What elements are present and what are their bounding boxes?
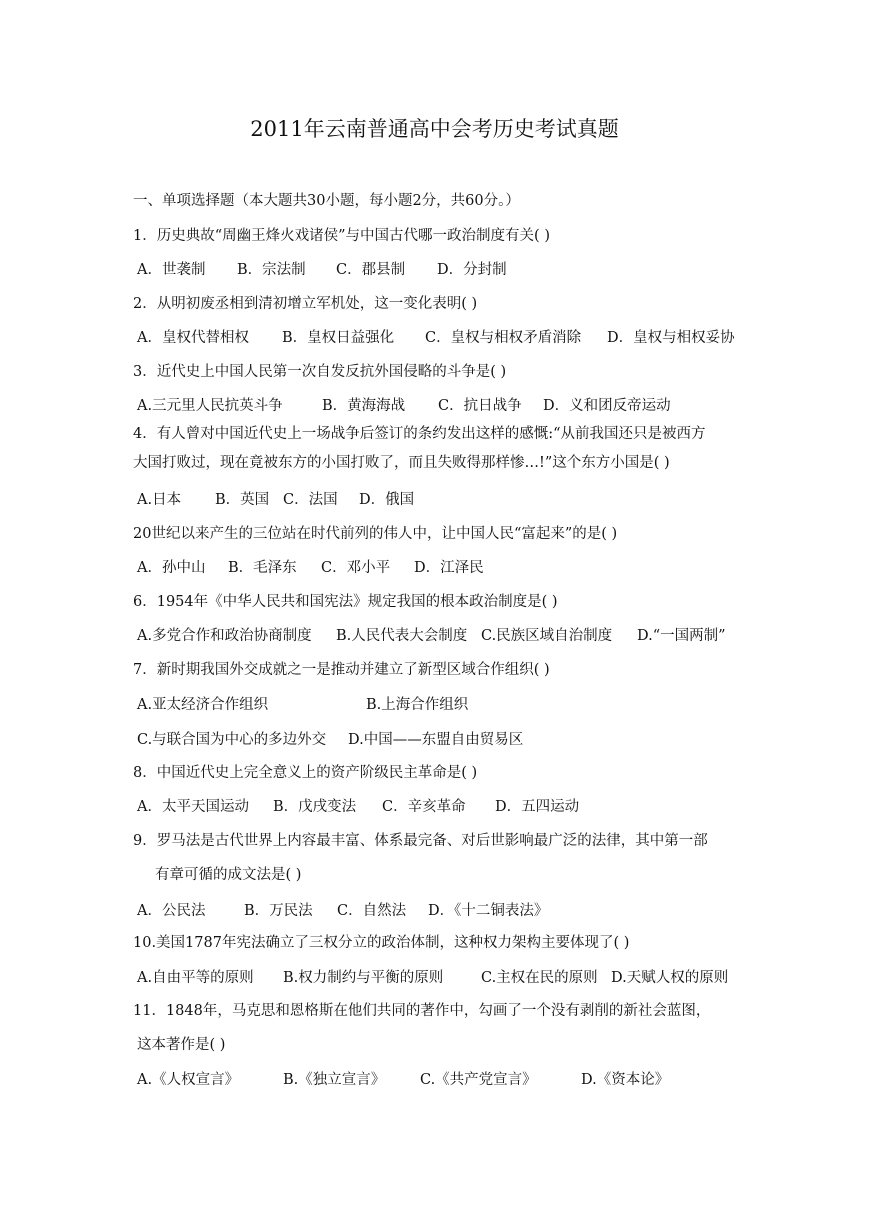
question-11-option-c: C.《共产党宣言》 xyxy=(420,1072,537,1088)
question-4-stem-line-1: 4．有人曾对中国近代史上一场战争后签订的条约发出这样的感慨:“从前我国还只是被西方 xyxy=(133,426,706,442)
question-9-option-d: D．《十二铜表法》 xyxy=(428,903,549,919)
question-2-option-d: D．皇权与相权妥协 xyxy=(607,330,735,346)
document-title: 2011年云南普通高中会考历史考试真题 xyxy=(250,117,619,141)
question-2-stem: 2．从明初废丞相到清初增立军机处，这一变化表明( ) xyxy=(133,296,478,312)
question-10-option-b: B.权力制约与平衡的原则 xyxy=(283,970,444,986)
question-9-option-b: B．万民法 xyxy=(244,903,313,919)
question-11-option-a: A.《人权宣言》 xyxy=(137,1072,240,1088)
question-5-stem: 20世纪以来产生的三位站在时代前列的伟人中，让中国人民“富起来”的是( ) xyxy=(133,526,618,542)
question-7-option-a: A.亚太经济合作组织 xyxy=(137,697,269,713)
question-4-option-d: D．俄国 xyxy=(359,492,415,508)
question-3-option-b: B．黄海海战 xyxy=(322,398,406,414)
question-6-option-d: D.“一国两制” xyxy=(637,628,726,644)
question-2-option-b: B．皇权日益强化 xyxy=(282,330,395,346)
question-4-stem-line-2: 大国打败过，现在竟被东方的小国打败了，而且失败得那样惨…!”这个东方小国是( ) xyxy=(133,455,670,471)
question-9-option-c: C．自然法 xyxy=(337,903,407,919)
question-3-stem: 3．近代史上中国人民第一次自发反抗外国侵略的斗争是( ) xyxy=(133,364,507,380)
question-8-stem: 8．中国近代史上完全意义上的资产阶级民主革命是( ) xyxy=(133,765,478,781)
question-5-option-b: B．毛泽东 xyxy=(228,560,297,576)
question-8-option-b: B．戊戌变法 xyxy=(273,799,357,815)
question-8-option-c: C．辛亥革命 xyxy=(382,799,466,815)
question-4-option-b: B．英国 xyxy=(215,492,270,508)
question-3-option-a: A.三元里人民抗英斗争 xyxy=(137,398,283,414)
question-9-stem-line-1: 9．罗马法是古代世界上内容最丰富、体系最完备、对后世影响最广泛的法律，其中第一部 xyxy=(133,833,708,849)
question-3-option-c: C．抗日战争 xyxy=(438,398,522,414)
question-1-stem: 1．历史典故“周幽王烽火戏诸侯”与中国古代哪一政治制度有关( ) xyxy=(133,228,550,244)
question-5-option-c: C．邓小平 xyxy=(321,560,391,576)
question-6-option-c: C.民族区域自治制度 xyxy=(481,628,613,644)
question-11-option-d: D.《资本论》 xyxy=(581,1072,670,1088)
question-7-stem: 7．新时期我国外交成就之一是推动并建立了新型区域合作组织( ) xyxy=(133,662,550,678)
question-2-option-a: A．皇权代替相权 xyxy=(137,330,249,346)
question-8-option-d: D．五四运动 xyxy=(495,799,580,815)
question-11-option-b: B.《独立宣言》 xyxy=(283,1072,386,1088)
question-4-option-c: C．法国 xyxy=(283,492,338,508)
question-3-option-d: D．义和团反帝运动 xyxy=(543,398,671,414)
question-1-option-b: B．宗法制 xyxy=(237,262,306,278)
question-9-option-a: A．公民法 xyxy=(137,903,206,919)
question-10-option-c: C.主权在民的原则 xyxy=(481,970,598,986)
question-10-option-d: D.天赋人权的原则 xyxy=(611,970,729,986)
question-8-option-a: A．太平天国运动 xyxy=(137,799,249,815)
question-2-option-c: C．皇权与相权矛盾消除 xyxy=(425,330,582,346)
question-1-option-a: A．世袭制 xyxy=(137,262,206,278)
question-7-option-b: B.上海合作组织 xyxy=(366,697,469,713)
question-7-option-d: D.中国——东盟自由贸易区 xyxy=(348,732,524,748)
question-10-option-a: A.自由平等的原则 xyxy=(137,970,254,986)
question-5-option-a: A．孙中山 xyxy=(137,560,206,576)
question-6-stem: 6．1954年《中华人民共和国宪法》规定我国的根本政治制度是( ) xyxy=(133,594,558,610)
question-11-stem-line-1: 11．1848年，马克思和恩格斯在他们共同的著作中，勾画了一个没有剥削的新社会蓝图， xyxy=(133,1003,711,1019)
question-6-option-b: B.人民代表大会制度 xyxy=(336,628,468,644)
question-1-option-c: C．郡县制 xyxy=(336,262,406,278)
question-6-option-a: A.多党合作和政治协商制度 xyxy=(137,628,312,644)
section-heading: 一、单项选择题（本大题共30小题，每小题2分，共60分。） xyxy=(133,193,520,209)
question-7-option-c: C.与联合国为中心的多边外交 xyxy=(137,732,327,748)
question-5-option-d: D．江泽民 xyxy=(414,560,484,576)
question-10-stem: 10.美国1787年宪法确立了三权分立的政治体制，这种权力架构主要体现了( ) xyxy=(133,935,630,951)
question-11-stem-line-2: 这本著作是( ) xyxy=(137,1037,226,1053)
question-1-option-d: D．分封制 xyxy=(437,262,507,278)
question-9-stem-line-2: 有章可循的成文法是( ) xyxy=(155,867,302,883)
question-4-option-a: A.日本 xyxy=(137,492,182,508)
